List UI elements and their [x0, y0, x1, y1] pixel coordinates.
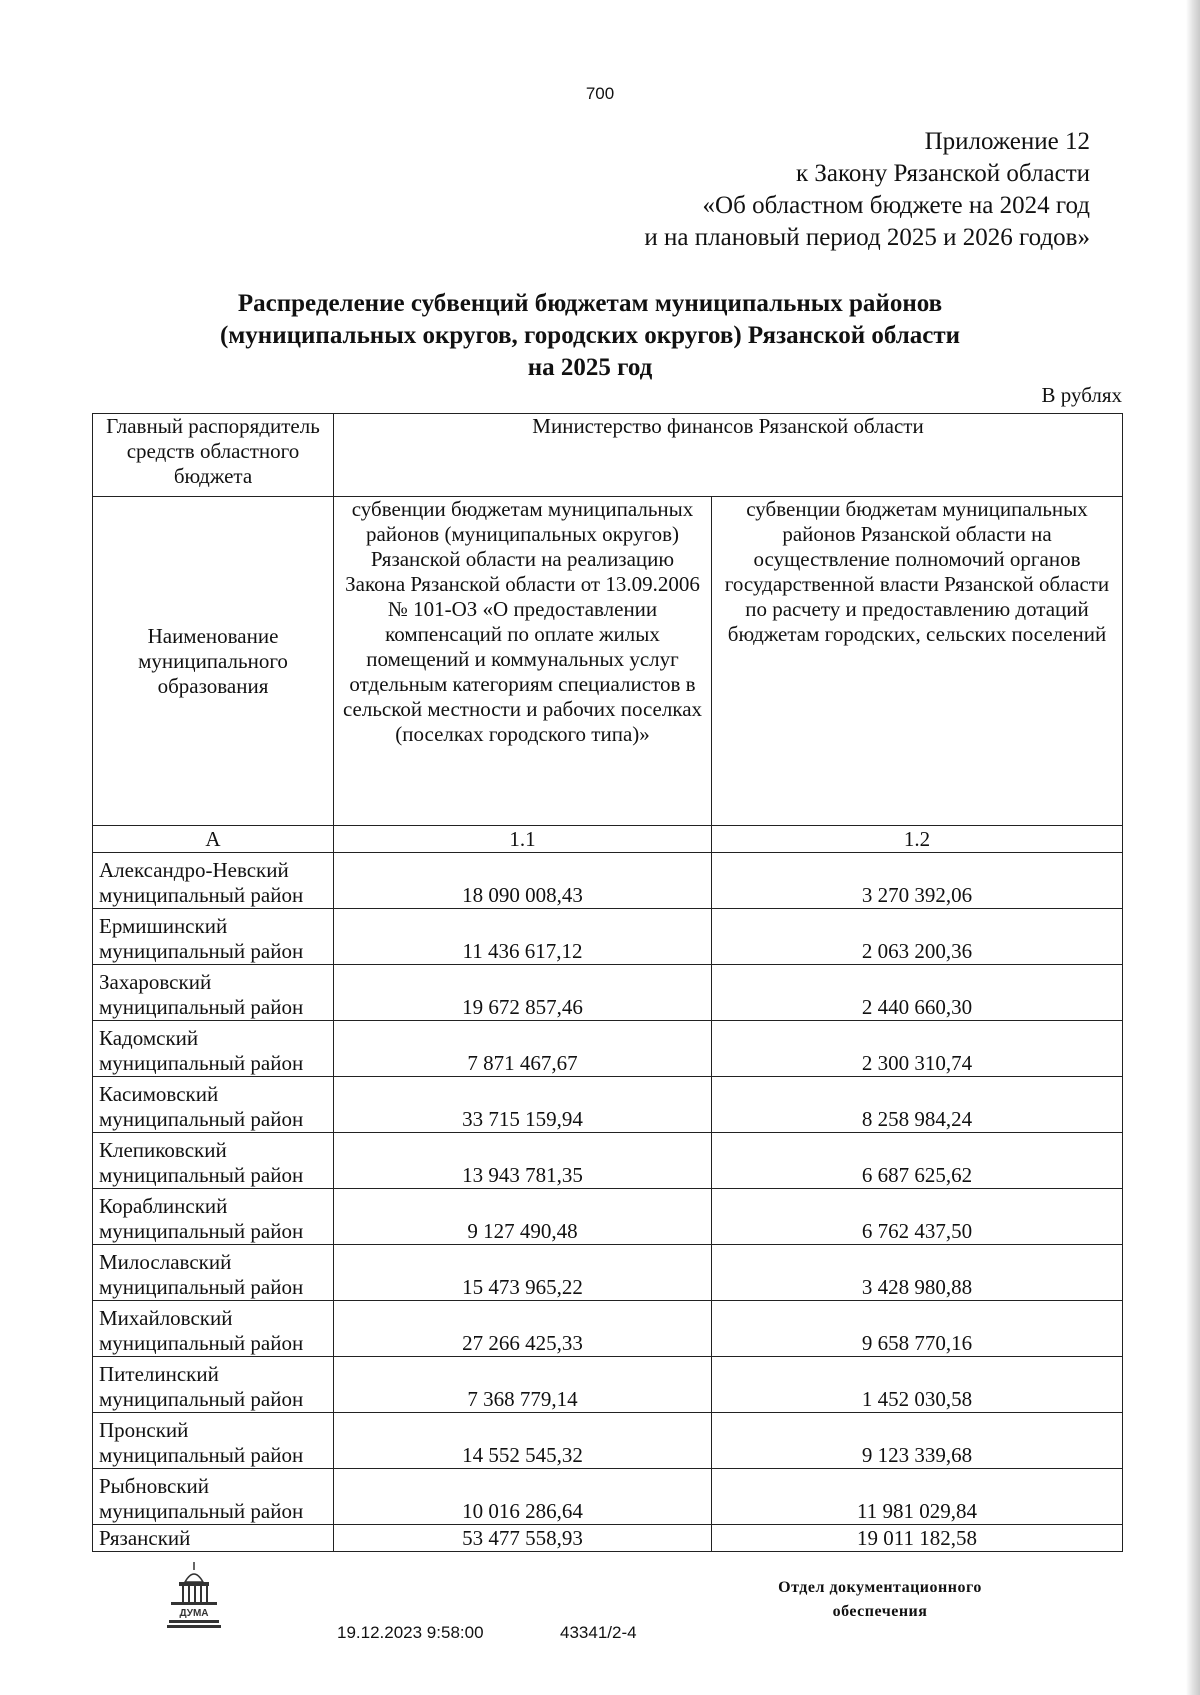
municipality-name: Рыбновский [99, 1474, 210, 1498]
table-row [93, 1469, 1123, 1525]
value-col-1-1: 14 552 545,32 [334, 1413, 712, 1469]
table-row [93, 1133, 1123, 1189]
title-line-2: (муниципальных округов, городских округов) Рязанской области [219, 322, 961, 349]
value-col-1-2: 3 428 980,88 [712, 1245, 1123, 1301]
value-col-1-1: 19 672 857,46 [334, 965, 712, 1021]
municipality-name: Захаровский [99, 970, 212, 994]
table-row [93, 853, 1123, 909]
table-row [93, 1301, 1123, 1357]
header-col-1-1: субвенции бюджетам муниципальных районов (муниципальных округов) Рязанской области на реализацию Закона Рязанской области от 13.09.2006 № 101-ОЗ «О предоставлении компенсаций по оплате жилых помещений и коммунальных услуг отдельным категориям специалистов в сельской местности и рабочих поселках (поселках городского типа)» [334, 497, 712, 826]
value-col-1-1: 7 871 467,67 [334, 1021, 712, 1077]
value-col-1-2: 9 123 339,68 [712, 1413, 1123, 1469]
municipality-cell [93, 1021, 334, 1077]
table-row [93, 1245, 1123, 1301]
municipality-type: муниципальный район [99, 1163, 304, 1187]
stamp-line-1: Отдел документационного [778, 1579, 982, 1596]
scan-edge-shadow [1186, 0, 1200, 1695]
appendix-line-1: Приложение 12 [924, 128, 1090, 155]
municipality-name: Кораблинский [99, 1194, 228, 1218]
municipality-cell [93, 1301, 334, 1357]
column-code-1-1: 1.1 [334, 826, 712, 853]
municipality-cell [93, 965, 334, 1021]
table-row [93, 965, 1123, 1021]
header-municipality-name: Наименование муниципального образования [93, 497, 334, 826]
municipality-name: Кадомский [99, 1026, 199, 1050]
value-col-1-1: 10 016 286,64 [334, 1469, 712, 1525]
title-line-3: на 2025 год [527, 354, 653, 381]
municipality-type: муниципальный район [99, 1219, 304, 1243]
value-col-1-2: 11 981 029,84 [712, 1469, 1123, 1525]
municipality-cell [93, 1077, 334, 1133]
municipality-name: Милославский [99, 1250, 232, 1274]
value-col-1-2: 1 452 030,58 [712, 1357, 1123, 1413]
units-label: В рублях [1041, 383, 1122, 407]
column-code-a: А [93, 826, 334, 853]
municipality-type: муниципальный район [99, 939, 304, 963]
document-title [150, 288, 1030, 384]
value-col-1-1: 33 715 159,94 [334, 1077, 712, 1133]
value-col-1-2: 3 270 392,06 [712, 853, 1123, 909]
value-col-1-2: 2 063 200,36 [712, 909, 1123, 965]
appendix-line-3: «Об областном бюджете на 2024 год [702, 192, 1090, 219]
stamp-line-2: обеспечения [832, 1603, 928, 1620]
municipality-type: муниципальный район [99, 1107, 304, 1131]
municipality-type: муниципальный район [99, 1499, 304, 1523]
value-col-1-1: 53 477 558,93 [334, 1525, 712, 1552]
value-col-1-2: 6 687 625,62 [712, 1133, 1123, 1189]
table-row [93, 1077, 1123, 1133]
department-stamp [730, 1576, 1030, 1624]
subvention-table [92, 413, 1123, 1552]
municipality-type: муниципальный район [99, 1331, 304, 1355]
header-row-distributor [93, 414, 1123, 497]
value-col-1-1: 11 436 617,12 [334, 909, 712, 965]
municipality-name: Ермишинский [99, 914, 228, 938]
municipality-type: муниципальный район [99, 1387, 304, 1411]
municipality-type: муниципальный район [99, 1051, 304, 1075]
municipality-cell [93, 1133, 334, 1189]
value-col-1-1: 15 473 965,22 [334, 1245, 712, 1301]
table-row [93, 909, 1123, 965]
municipality-cell [93, 909, 334, 965]
value-col-1-2: 19 011 182,58 [712, 1525, 1123, 1552]
municipality-cell [93, 1189, 334, 1245]
footer-date: 19.12.2023 9:58:00 [337, 1623, 484, 1642]
value-col-1-2: 2 300 310,74 [712, 1021, 1123, 1077]
municipality-cell [93, 1413, 334, 1469]
value-col-1-1: 7 368 779,14 [334, 1357, 712, 1413]
value-col-1-1: 18 090 008,43 [334, 853, 712, 909]
municipality-cell [93, 853, 334, 909]
municipality-name: Александро-Невский [99, 858, 289, 882]
value-col-1-1: 27 266 425,33 [334, 1301, 712, 1357]
municipality-name: Рязанский [93, 1525, 334, 1552]
municipality-name: Клепиковский [99, 1138, 227, 1162]
appendix-line-2: к Закону Рязанской области [796, 160, 1090, 187]
value-col-1-2: 6 762 437,50 [712, 1189, 1123, 1245]
appendix-reference [644, 126, 1090, 254]
page-number: 700 [585, 84, 615, 103]
duma-logo-icon [165, 1560, 223, 1630]
value-col-1-2: 2 440 660,30 [712, 965, 1123, 1021]
header-main-distributor: Главный распорядитель средств областного бюджета [93, 414, 334, 497]
municipality-cell [93, 1469, 334, 1525]
value-col-1-1: 13 943 781,35 [334, 1133, 712, 1189]
municipality-name: Михайловский [99, 1306, 233, 1330]
municipality-type: муниципальный район [99, 995, 304, 1019]
title-line-1: Распределение субвенций бюджетам муниципальных районов [237, 290, 943, 317]
logo-text: ДУМА [179, 1608, 209, 1619]
table-row [93, 1357, 1123, 1413]
municipality-cell [93, 1357, 334, 1413]
header-col-1-2: субвенции бюджетам муниципальных районов Рязанской области на осуществление полномочий органов государственной власти Рязанской области по расчету и предоставлению дотаций бюджетам городских, сельских поселений [712, 497, 1123, 826]
municipality-name: Пителинский [99, 1362, 219, 1386]
municipality-type: муниципальный район [99, 1443, 304, 1467]
value-col-1-1: 9 127 490,48 [334, 1189, 712, 1245]
header-ministry: Министерство финансов Рязанской области [334, 414, 1123, 497]
column-code-1-2: 1.2 [712, 826, 1123, 853]
table-row [93, 1189, 1123, 1245]
appendix-line-4: и на плановый период 2025 и 2026 годов» [644, 224, 1090, 251]
municipality-type: муниципальный район [99, 1275, 304, 1299]
municipality-type: муниципальный район [99, 883, 304, 907]
footer-doc-code: 43341/2-4 [560, 1623, 637, 1642]
municipality-name: Касимовский [99, 1082, 219, 1106]
table-row [93, 1413, 1123, 1469]
table-row-partial [93, 1525, 1123, 1552]
value-col-1-2: 8 258 984,24 [712, 1077, 1123, 1133]
municipality-name: Пронский [99, 1418, 189, 1442]
municipality-cell [93, 1245, 334, 1301]
column-code-row [93, 826, 1123, 853]
value-col-1-2: 9 658 770,16 [712, 1301, 1123, 1357]
table-row [93, 1021, 1123, 1077]
header-row-columns [93, 497, 1123, 826]
